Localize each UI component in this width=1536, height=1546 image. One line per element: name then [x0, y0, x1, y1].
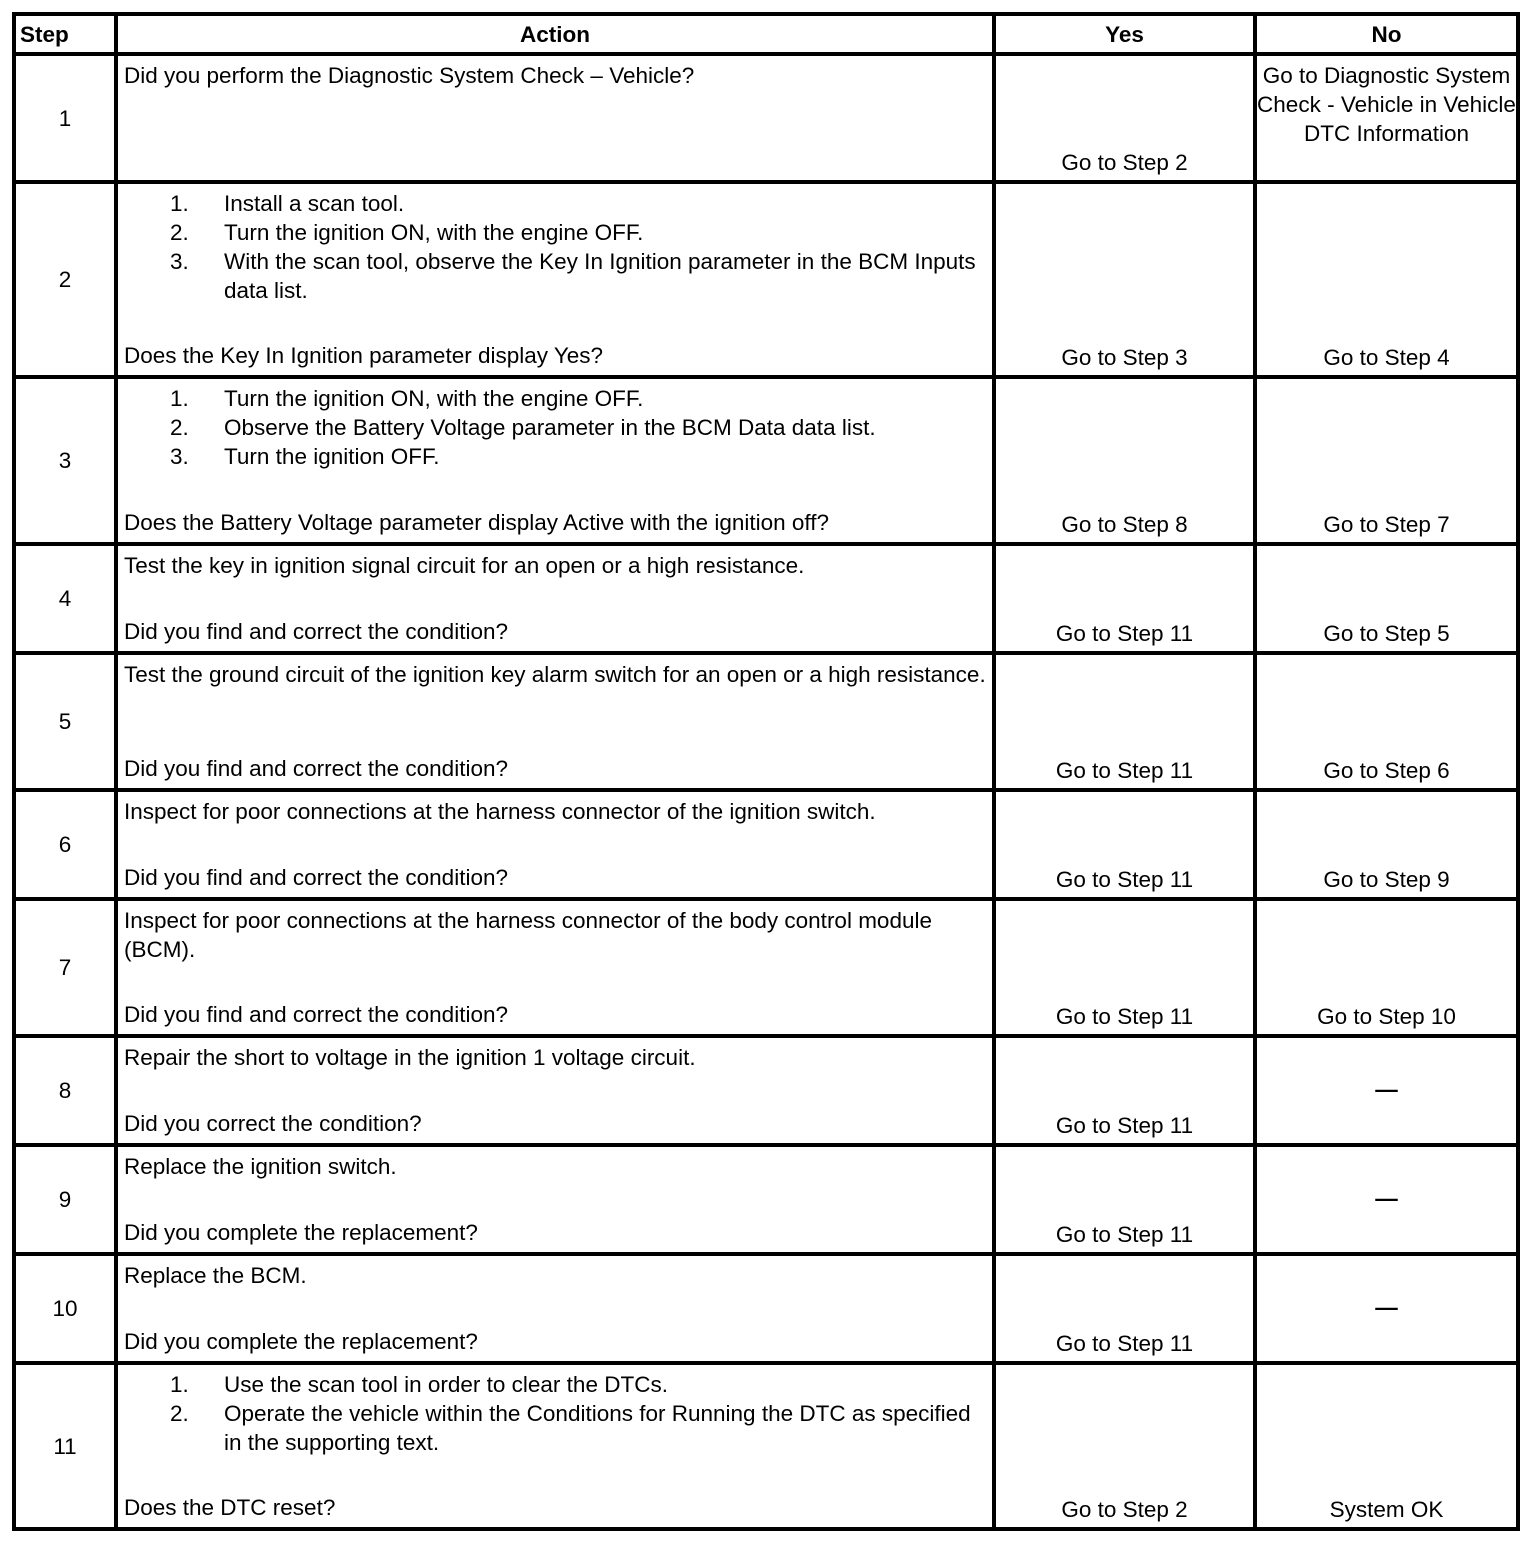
- diagnostic-table: [12, 12, 1520, 1531]
- table-row: [14, 377, 1518, 544]
- yes-cell: Go to Step 11: [994, 899, 1255, 1036]
- yes-cell: Go to Step 11: [994, 1254, 1255, 1363]
- no-cell: Go to Step 6: [1255, 653, 1518, 790]
- substep-item: [124, 413, 986, 442]
- action-question: Did you correct the condition?: [124, 1111, 422, 1136]
- action-cell: [116, 653, 994, 790]
- action-question: Did you find and correct the condition?: [124, 1002, 508, 1027]
- no-cell: —: [1255, 1254, 1518, 1363]
- table-row: [14, 1363, 1518, 1529]
- substep-item: [124, 442, 986, 471]
- action-instruction: Test the key in ignition signal circuit for an open or a high resistance.: [124, 553, 805, 578]
- action-cell: [116, 1363, 994, 1529]
- no-cell: Go to Step 10: [1255, 899, 1518, 1036]
- header-yes: Yes: [994, 14, 1255, 54]
- yes-cell: Go to Step 11: [994, 790, 1255, 899]
- step-number: 7: [14, 899, 116, 1036]
- substep-text: Turn the ignition OFF.: [224, 444, 440, 469]
- substep-number: 2.: [170, 1401, 189, 1426]
- header-action: Action: [116, 14, 994, 54]
- substep-text: Use the scan tool in order to clear the DTCs.: [224, 1372, 668, 1397]
- action-question: Does the Battery Voltage parameter display Active with the ignition off?: [124, 510, 829, 535]
- table-row: [14, 790, 1518, 899]
- action-question: Did you find and correct the condition?: [124, 756, 508, 781]
- no-cell: Go to Step 7: [1255, 377, 1518, 544]
- step-number: 10: [14, 1254, 116, 1363]
- action-instruction: Inspect for poor connections at the harness connector of the body control module (BCM).: [124, 908, 932, 962]
- header-step: Step: [14, 14, 116, 54]
- table-row: [14, 544, 1518, 653]
- step-number: 8: [14, 1036, 116, 1145]
- action-question: Did you complete the replacement?: [124, 1220, 478, 1245]
- action-cell: [116, 1254, 994, 1363]
- action-instruction: Replace the BCM.: [124, 1263, 307, 1288]
- substep-item: [124, 1370, 986, 1399]
- action-instruction: Inspect for poor connections at the harness connector of the ignition switch.: [124, 799, 876, 824]
- yes-cell: Go to Step 2: [994, 54, 1255, 182]
- substep-number: 1.: [170, 386, 189, 411]
- action-question: Did you find and correct the condition?: [124, 865, 508, 890]
- substep-item: [124, 189, 986, 218]
- step-number: 3: [14, 377, 116, 544]
- step-number: 1: [14, 54, 116, 182]
- yes-cell: Go to Step 11: [994, 653, 1255, 790]
- substep-number: 1.: [170, 1372, 189, 1397]
- action-cell: [116, 54, 994, 182]
- action-question: Did you complete the replacement?: [124, 1329, 478, 1354]
- substep-list: [124, 384, 986, 471]
- no-cell: Go to Step 9: [1255, 790, 1518, 899]
- step-number: 11: [14, 1363, 116, 1529]
- action-cell: [116, 377, 994, 544]
- substep-number: 3.: [170, 249, 189, 274]
- substep-text: With the scan tool, observe the Key In Ignition parameter in the BCM Inputs data list.: [224, 249, 976, 303]
- action-instruction: Repair the short to voltage in the ignition 1 voltage circuit.: [124, 1045, 696, 1070]
- step-number: 5: [14, 653, 116, 790]
- table-row: [14, 899, 1518, 1036]
- substep-item: [124, 384, 986, 413]
- substep-text: Observe the Battery Voltage parameter in the BCM Data data list.: [224, 415, 876, 440]
- action-question: Does the Key In Ignition parameter display Yes?: [124, 343, 604, 368]
- no-cell: Go to Diagnostic System Check - Vehicle in Vehicle DTC Information: [1255, 54, 1518, 182]
- action-cell: [116, 1145, 994, 1254]
- action-instruction: Test the ground circuit of the ignition key alarm switch for an open or a high resistance.: [124, 662, 986, 687]
- substep-number: 3.: [170, 444, 189, 469]
- yes-cell: Go to Step 8: [994, 377, 1255, 544]
- action-cell: [116, 182, 994, 377]
- action-cell: [116, 1036, 994, 1145]
- step-number: 4: [14, 544, 116, 653]
- substep-text: Turn the ignition ON, with the engine OFF.: [224, 220, 644, 245]
- substep-text: Operate the vehicle within the Conditions for Running the DTC as specified in the supporting text.: [224, 1401, 971, 1455]
- step-number: 9: [14, 1145, 116, 1254]
- header-row: [14, 14, 1518, 54]
- yes-cell: Go to Step 2: [994, 1363, 1255, 1529]
- substep-number: 1.: [170, 191, 189, 216]
- yes-cell: Go to Step 11: [994, 1036, 1255, 1145]
- substep-list: [124, 189, 986, 305]
- substep-number: 2.: [170, 220, 189, 245]
- no-cell: —: [1255, 1145, 1518, 1254]
- substep-text: Install a scan tool.: [224, 191, 405, 216]
- action-question: Did you find and correct the condition?: [124, 619, 508, 644]
- table-row: [14, 1036, 1518, 1145]
- no-cell: Go to Step 5: [1255, 544, 1518, 653]
- substep-number: 2.: [170, 415, 189, 440]
- no-cell: System OK: [1255, 1363, 1518, 1529]
- action-cell: [116, 790, 994, 899]
- action-cell: [116, 899, 994, 1036]
- yes-cell: Go to Step 3: [994, 182, 1255, 377]
- header-no: No: [1255, 14, 1518, 54]
- step-number: 2: [14, 182, 116, 377]
- substep-list: [124, 1370, 986, 1457]
- substep-item: [124, 218, 986, 247]
- action-instruction: Did you perform the Diagnostic System Check – Vehicle?: [124, 63, 695, 88]
- no-cell: Go to Step 4: [1255, 182, 1518, 377]
- table-row: [14, 1145, 1518, 1254]
- substep-item: [124, 1399, 986, 1457]
- table-row: [14, 182, 1518, 377]
- step-number: 6: [14, 790, 116, 899]
- yes-cell: Go to Step 11: [994, 544, 1255, 653]
- substep-item: [124, 247, 986, 305]
- table-row: [14, 1254, 1518, 1363]
- table-row: [14, 653, 1518, 790]
- substep-text: Turn the ignition ON, with the engine OFF.: [224, 386, 644, 411]
- action-cell: [116, 544, 994, 653]
- table-row: [14, 54, 1518, 182]
- no-cell: —: [1255, 1036, 1518, 1145]
- yes-cell: Go to Step 11: [994, 1145, 1255, 1254]
- action-question: Does the DTC reset?: [124, 1495, 336, 1520]
- action-instruction: Replace the ignition switch.: [124, 1154, 397, 1179]
